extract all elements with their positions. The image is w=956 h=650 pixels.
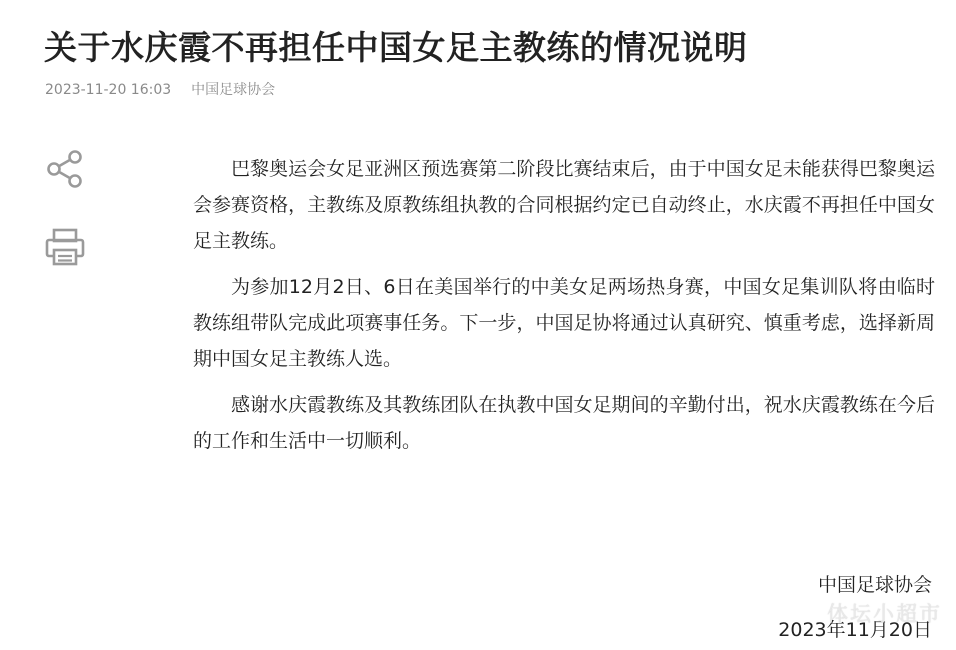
publish-date: 2023-11-20 16:03 [45,82,172,98]
paragraph-3: 感谢水庆霞教练及其教练团队在执教中国女足期间的辛勤付出，祝水庆霞教练在今后的工作和生活中一切顺利。 [193,394,935,452]
print-icon[interactable] [44,226,86,268]
watermark: 体坛小超市 [827,602,942,626]
article-title: 关于水庆霞不再担任中国女足主教练的情况说明 [44,28,748,67]
article-meta [45,79,275,99]
article-tools [44,148,86,304]
signature-org: 中国足球协会 [817,574,932,596]
share-icon[interactable] [44,148,86,190]
article-body [193,151,935,469]
paragraph-2: 为参加12月2日、6日在美国举行的中美女足两场热身赛，中国女足集训队将由临时教练组带队完成此项赛事任务。下一步，中国足协将通过认真研究、慎重考虑，选择新周期中国女足主教练人选。 [193,276,935,370]
paragraph-1: 巴黎奥运会女足亚洲区预选赛第二阶段比赛结束后，由于中国女足未能获得巴黎奥运会参赛资格，主教练及原教练组执教的合同根据约定已自动终止，水庆霞不再担任中国女足主教练。 [193,158,935,252]
signature-date: 2023年11月20日 [778,619,932,641]
article-source: 中国足球协会 [191,82,276,98]
